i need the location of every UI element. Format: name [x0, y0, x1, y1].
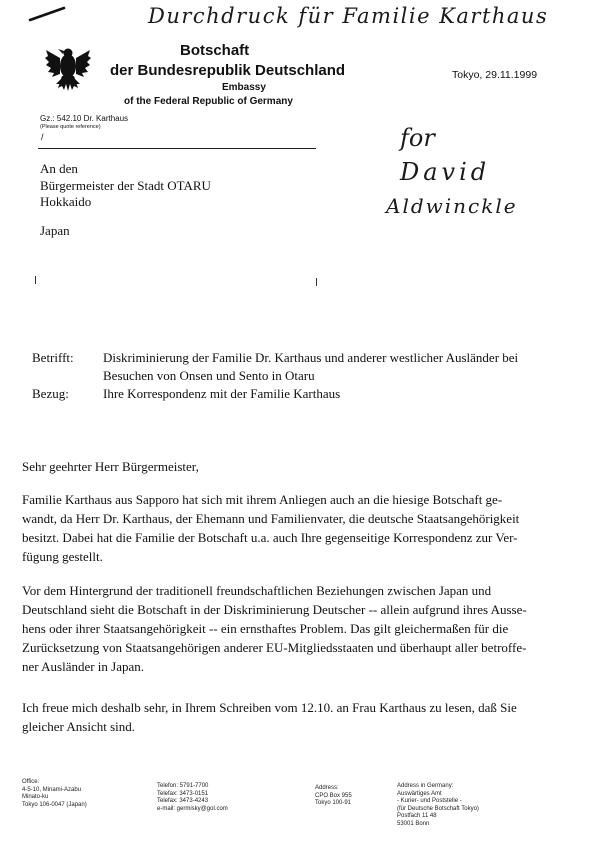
address-window-mark-right: [316, 278, 317, 286]
footer-germany-line: Address in Germany:: [397, 783, 454, 789]
letterhead-line2: der Bundesrepublik Deutschland: [110, 62, 346, 79]
paragraph-2: [22, 581, 527, 676]
footer-contact-line: Telefax: 3473-4243: [157, 798, 209, 804]
recipient-line4: Japan: [40, 223, 70, 238]
footer-office-line: Minato-ku: [22, 794, 49, 800]
footer-office-line: Tokyo 106-0047 (Japan): [22, 801, 87, 808]
paragraph-1-line: Familie Karthaus aus Sapporo hat sich mit ihrem Anliegen auch an die hiesige Botschaft ge-: [22, 492, 503, 507]
subject-line1: Diskriminierung der Familie Dr. Karthaus und anderer westlicher Ausländer bei: [103, 350, 519, 365]
footer-contact-line: e-mail: germisky@gol.com: [157, 805, 228, 812]
letterhead-line1: Botschaft: [180, 42, 250, 59]
address-window-mark-left: [35, 276, 36, 284]
footer-germany-line: Postfach 11 48: [397, 813, 437, 819]
paragraph-1-line: fügung gestellt.: [22, 549, 103, 564]
handwritten-note-line2: David: [400, 158, 491, 186]
recipient-line2: Bürgermeister der Stadt OTARU: [40, 178, 211, 193]
reference-underline: [38, 148, 316, 149]
recipient-line3: Hokkaido: [40, 194, 92, 209]
handwritten-note-line1: for: [400, 124, 435, 152]
footer-contact-line: Telefax: 3473-0151: [157, 790, 209, 797]
paragraph-1-line: besitzt. Dabei hat die Familie der Botschaft u.a. auch Ihre gegenseitige Korrespondenz zur Ver-: [22, 530, 518, 545]
recipient-line1: An den: [40, 161, 78, 176]
footer-germany-line: (für Deutsche Botschaft Tokyo): [397, 805, 479, 812]
paragraph-1-line: wandt, da Herr Dr. Karthaus, der Ehemann und Familienvater, die deutsche Staatsangehörigkeit: [22, 511, 520, 526]
reference-subject: Ihre Korrespondenz mit der Familie Karthaus: [103, 386, 341, 401]
footer-office-line: Office:: [22, 779, 40, 785]
reference-mark: /: [41, 132, 44, 142]
footer-address: [315, 785, 352, 808]
footer-germany-line: Auswärtiges Amt: [397, 790, 442, 797]
federal-eagle-emblem: [44, 44, 92, 94]
paragraph-3-line: Ich freue mich deshalb sehr, in Ihrem Schreiben vom 12.10. an Frau Karthaus zu lesen, daß Sie: [22, 700, 517, 715]
footer-germany-line: 53001 Bonn: [397, 820, 430, 827]
subject-line2: Besuchen von Onsen und Sento in Otaru: [103, 368, 315, 383]
paragraph-2-line: Zurücksetzung von Staatsangehörigen anderer EU-Mitgliedsstaaten und überhaupt aller betroffe-: [22, 640, 527, 655]
footer-address-line: Address:: [315, 785, 339, 791]
footer-contact: [157, 783, 228, 813]
reference-number: Gz.: 542.10 Dr. Karthaus: [40, 114, 129, 123]
paragraph-2-line: Deutschland sieht die Botschaft in der Diskriminierung Deutscher -- allein aufgrund ihres Ausse-: [22, 602, 527, 617]
footer-germany-line: - Kurier- und Poststelle -: [397, 798, 462, 804]
handwritten-note-line3: Aldwinckle: [386, 194, 518, 218]
paragraph-3: [22, 698, 517, 736]
letterhead-line3: Embassy: [222, 82, 266, 93]
salutation: Sehr geehrter Herr Bürgermeister,: [22, 459, 199, 474]
letterhead-line4: of the Federal Republic of Germany: [124, 96, 293, 107]
footer-address-line: CPO Box 955: [315, 792, 352, 799]
paragraph-2-line: Vor dem Hintergrund der traditionell freundschaftlichen Beziehungen zwischen Japan und: [22, 583, 492, 598]
paragraph-2-line: ner Ausländer in Japan.: [22, 659, 145, 674]
letter-date: Tokyo, 29.11.1999: [452, 69, 538, 81]
subject-label: Betrifft:: [32, 350, 74, 365]
paragraph-1: [22, 490, 519, 566]
footer-address-germany: [397, 783, 479, 828]
reference-label: Bezug:: [32, 386, 69, 401]
paragraph-2-line: hens oder ihrer Staatsangehörigkeit -- ein ernsthaftes Problem. Das gilt gleichermaßen für die: [22, 621, 509, 636]
footer-address-line: Tokyo 100-91: [315, 800, 352, 806]
paragraph-3-line: gleicher Ansicht sind.: [22, 719, 136, 734]
footer-office: [22, 779, 87, 809]
footer-contact-line: Telefon: 5791-7700: [157, 783, 209, 789]
reference-note: (Please quote reference): [40, 124, 101, 130]
pen-stroke-mark: [28, 4, 68, 24]
handwritten-note-top: Durchdruck für Familie Karthaus: [148, 4, 549, 28]
footer-office-line: 4-5-10, Minami-Azabu: [22, 786, 82, 793]
